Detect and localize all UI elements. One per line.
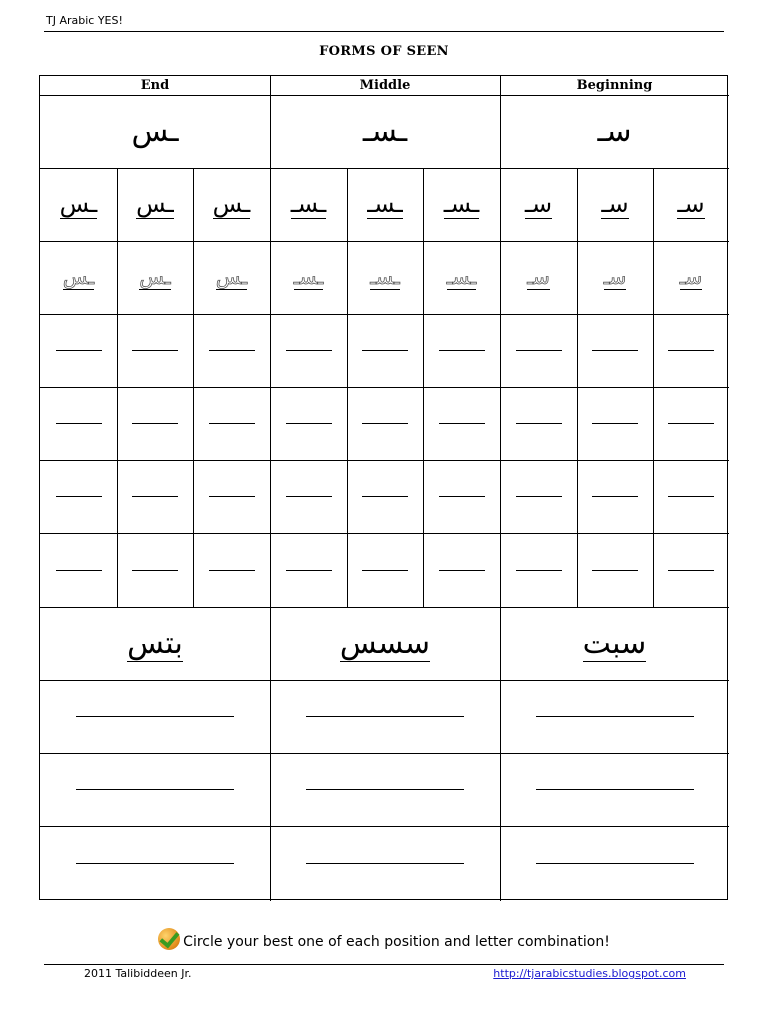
model-form-end: [40, 95, 270, 168]
trace-form-beginning: [500, 241, 577, 314]
blank-line: [76, 789, 234, 790]
column-header-end: End: [140, 78, 170, 93]
model-word-end: [40, 607, 270, 680]
trace-form-glyph: ـسـ: [293, 265, 324, 289]
blank-line: [209, 496, 255, 497]
model-word-beginning-text: سبت: [582, 625, 647, 661]
writing-line-cell: [193, 314, 270, 387]
blank-line: [592, 570, 638, 571]
blank-line: [132, 423, 178, 424]
blank-line: [516, 496, 562, 497]
blank-line: [56, 496, 102, 497]
writing-line-cell: [347, 387, 423, 460]
model-word-end-text: بتس: [127, 625, 183, 661]
column-header-middle: Middle: [359, 78, 411, 93]
blank-line: [286, 570, 332, 571]
footer-rule: [44, 964, 724, 965]
writing-line-cell: [347, 460, 423, 533]
trace-form-end: [40, 241, 117, 314]
blank-line: [132, 496, 178, 497]
model-word-beginning: [500, 607, 729, 680]
writing-line-cell: [577, 387, 653, 460]
writing-line-cell: [40, 387, 117, 460]
blank-line: [362, 496, 408, 497]
blank-line: [439, 496, 485, 497]
blank-line: [132, 350, 178, 351]
writing-line-cell: [117, 533, 193, 607]
writing-line-cell: [117, 314, 193, 387]
writing-line-cell: [270, 314, 347, 387]
writing-line-cell: [117, 460, 193, 533]
writing-line-cell: [40, 533, 117, 607]
writing-line-cell: [577, 460, 653, 533]
writing-line-cell: [347, 533, 423, 607]
writing-line-cell: [423, 387, 500, 460]
word-writing-cell: [270, 680, 500, 753]
instruction-line: [0, 928, 768, 950]
example-form-glyph: ـس: [212, 190, 251, 218]
header-rule: [44, 31, 724, 32]
column-header-beginning: Beginning: [576, 78, 653, 93]
trace-form-beginning: [653, 241, 729, 314]
trace-form-glyph: ـس: [62, 265, 95, 289]
example-form-end: [40, 168, 117, 241]
example-form-middle: [270, 168, 347, 241]
writing-line-cell: [577, 533, 653, 607]
blank-line: [668, 423, 714, 424]
trace-form-end: [193, 241, 270, 314]
trace-form-glyph: سـ: [603, 265, 627, 289]
example-form-glyph: ـس: [59, 190, 98, 218]
trace-form-middle: [423, 241, 500, 314]
writing-line-cell: [270, 460, 347, 533]
example-form-glyph: سـ: [524, 190, 553, 218]
checkmark-icon: [158, 928, 180, 950]
example-form-beginning: [577, 168, 653, 241]
writing-line-cell: [193, 460, 270, 533]
model-form-beginning: [500, 95, 729, 168]
example-form-glyph: ـسـ: [443, 190, 480, 218]
trace-form-glyph: سـ: [679, 265, 703, 289]
blank-line: [362, 423, 408, 424]
writing-line-cell: [653, 533, 729, 607]
blank-line: [209, 570, 255, 571]
blank-line: [76, 716, 234, 717]
blank-line: [592, 423, 638, 424]
word-writing-cell: [40, 826, 270, 901]
example-form-beginning: [653, 168, 729, 241]
writing-line-cell: [40, 460, 117, 533]
word-writing-cell: [500, 753, 729, 826]
model-form-middle: [270, 95, 500, 168]
word-writing-cell: [40, 680, 270, 753]
blank-line: [306, 863, 464, 864]
blank-line: [668, 570, 714, 571]
writing-line-cell: [653, 460, 729, 533]
blank-line: [668, 350, 714, 351]
footer-link[interactable]: http://tjarabicstudies.blogspot.com: [493, 967, 686, 980]
trace-form-glyph: ـسـ: [370, 265, 400, 289]
trace-form-beginning: [577, 241, 653, 314]
writing-line-cell: [423, 460, 500, 533]
example-form-middle: [347, 168, 423, 241]
trace-form-glyph: ـس: [139, 265, 171, 289]
blank-line: [516, 423, 562, 424]
example-form-glyph: ـس: [136, 190, 174, 218]
blank-line: [362, 570, 408, 571]
writing-line-cell: [117, 387, 193, 460]
writing-line-cell: [653, 387, 729, 460]
trace-form-middle: [347, 241, 423, 314]
writing-line-cell: [40, 314, 117, 387]
writing-line-cell: [653, 314, 729, 387]
writing-line-cell: [500, 314, 577, 387]
example-form-end: [193, 168, 270, 241]
writing-line-cell: [347, 314, 423, 387]
blank-line: [56, 423, 102, 424]
writing-line-cell: [423, 533, 500, 607]
word-writing-cell: [500, 826, 729, 901]
blank-line: [439, 350, 485, 351]
blank-line: [286, 350, 332, 351]
example-form-glyph: ـسـ: [290, 190, 327, 218]
example-form-glyph: ـسـ: [367, 190, 403, 218]
blank-line: [209, 423, 255, 424]
trace-form-middle: [270, 241, 347, 314]
trace-form-glyph: سـ: [527, 265, 550, 289]
instruction-text: Circle your best one of each position and letter combination!: [183, 934, 610, 950]
writing-line-cell: [500, 460, 577, 533]
blank-line: [516, 570, 562, 571]
blank-line: [76, 863, 234, 864]
practice-grid: [39, 75, 728, 900]
blank-line: [668, 496, 714, 497]
blank-line: [56, 350, 102, 351]
word-writing-cell: [270, 753, 500, 826]
blank-line: [56, 570, 102, 571]
model-form-middle-glyph: ـسـ: [362, 114, 408, 149]
writing-line-cell: [270, 533, 347, 607]
page-title: FORMS OF SEEN: [319, 44, 449, 59]
blank-line: [439, 570, 485, 571]
writing-line-cell: [500, 387, 577, 460]
blank-line: [362, 350, 408, 351]
blank-line: [132, 570, 178, 571]
trace-form-end: [117, 241, 193, 314]
blank-line: [536, 789, 694, 790]
blank-line: [536, 716, 694, 717]
model-word-middle-text: سسس: [339, 625, 431, 661]
example-form-beginning: [500, 168, 577, 241]
writing-line-cell: [270, 387, 347, 460]
grid-row-line: [40, 95, 729, 96]
writing-line-cell: [577, 314, 653, 387]
writing-line-cell: [500, 533, 577, 607]
example-form-glyph: سـ: [677, 190, 705, 218]
grid-row-line: [40, 607, 729, 608]
writing-line-cell: [193, 387, 270, 460]
writing-line-cell: [193, 533, 270, 607]
blank-line: [286, 496, 332, 497]
blank-line: [286, 423, 332, 424]
example-form-middle: [423, 168, 500, 241]
blank-line: [516, 350, 562, 351]
word-writing-cell: [500, 680, 729, 753]
document-header: TJ Arabic YES!: [46, 14, 123, 27]
word-writing-cell: [40, 753, 270, 826]
blank-line: [592, 496, 638, 497]
footer-credit: 2011 Talibiddeen Jr.: [84, 967, 192, 980]
trace-form-glyph: ـسـ: [446, 265, 477, 289]
blank-line: [306, 716, 464, 717]
word-writing-cell: [270, 826, 500, 901]
model-form-end-glyph: ـس: [131, 114, 179, 149]
example-form-glyph: سـ: [601, 190, 629, 218]
blank-line: [306, 789, 464, 790]
blank-line: [439, 423, 485, 424]
model-word-middle: [270, 607, 500, 680]
trace-form-glyph: ـس: [215, 265, 248, 289]
example-form-end: [117, 168, 193, 241]
blank-line: [209, 350, 255, 351]
blank-line: [536, 863, 694, 864]
writing-line-cell: [423, 314, 500, 387]
model-form-beginning-glyph: سـ: [597, 114, 632, 149]
blank-line: [592, 350, 638, 351]
